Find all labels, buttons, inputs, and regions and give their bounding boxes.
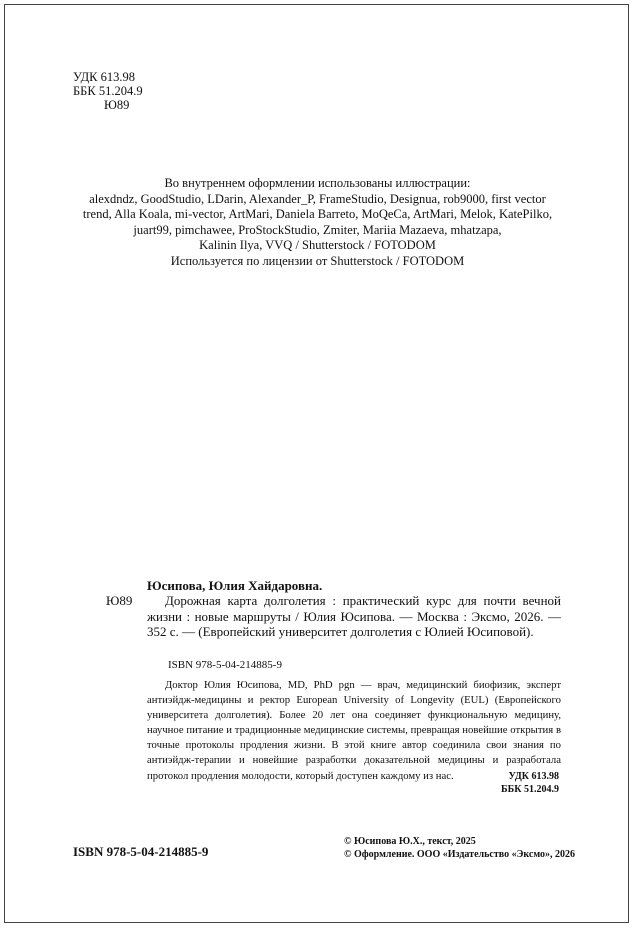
copyright-design: © Оформление. ООО «Издательство «Эксмо», 2026 [344, 848, 575, 860]
credits-line: juart99, pimchawee, ProStockStudio, Zmiter, Mariia Mazaeva, mhatzapa, [133, 222, 502, 237]
catalog-author-mark: Ю89 [106, 593, 133, 608]
catalog-annotation: Доктор Юлия Юсипова, MD, PhD pgn — врач, медицинский биофизик, эксперт антиэйдж-медицины и ректор European University of Longevity (EUL) (Европейского университета долголетия). Более 20 лет она соединяет функциональную медицину, научное питание и традиционные медицинские системы, превращая новейшие открытия в точные протоколы продления жизни. В этой книге автор соединила свои знания по антиэйдж-терапии и новейшие разработки доказательной медицины и разработала протокол продления молодости, который доступен каждому из нас. [147, 679, 561, 782]
author-mark: Ю89 [104, 98, 130, 112]
credits-line: Во внутреннем оформлении использованы иллюстрации: [164, 176, 471, 190]
copyright-block [344, 836, 575, 861]
catalog-bbk: ББК 51.204.9 [501, 783, 559, 795]
bbk-code: ББК 51.204.9 [73, 84, 143, 98]
udk-code: УДК 613.98 [73, 70, 135, 84]
classification-codes [73, 70, 143, 112]
credits-line: Kalinin Ilya, VVQ / Shutterstock / FOTODOM [199, 238, 436, 252]
copyright-text: © Юсипова Ю.Х., текст, 2025 [344, 836, 476, 847]
catalog-author: Юсипова, Юлия Хайдаровна. [147, 578, 323, 593]
credits-line: alexdndz, GoodStudio, LDarin, Alexander_P, FrameStudio, Designua, rob9000, first vector [89, 191, 546, 206]
illustration-credits [60, 176, 575, 269]
footer-isbn: ISBN 978-5-04-214885-9 [73, 844, 209, 859]
credits-line: trend, Alla Koala, mi-vector, ArtMari, Daniela Barreto, MoQeCa, ArtMari, Melok, KatePilko, [82, 207, 553, 221]
catalog-udk: УДК 613.98 [508, 771, 559, 782]
catalog-isbn: ISBN 978-5-04-214885-9 [168, 659, 282, 671]
credits-line: Используется по лицензии от Shutterstock / FOTODOM [170, 253, 465, 268]
catalog-description: Дорожная карта долголетия : практический курс для почти вечной жизни : новые маршруты / Юлия Юсипова. — Москва : Эксмо, 2026. — 352 с. — (Европейский университет долголетия с Юлией Юсиповой). [147, 593, 561, 640]
catalog-codes [430, 771, 559, 796]
